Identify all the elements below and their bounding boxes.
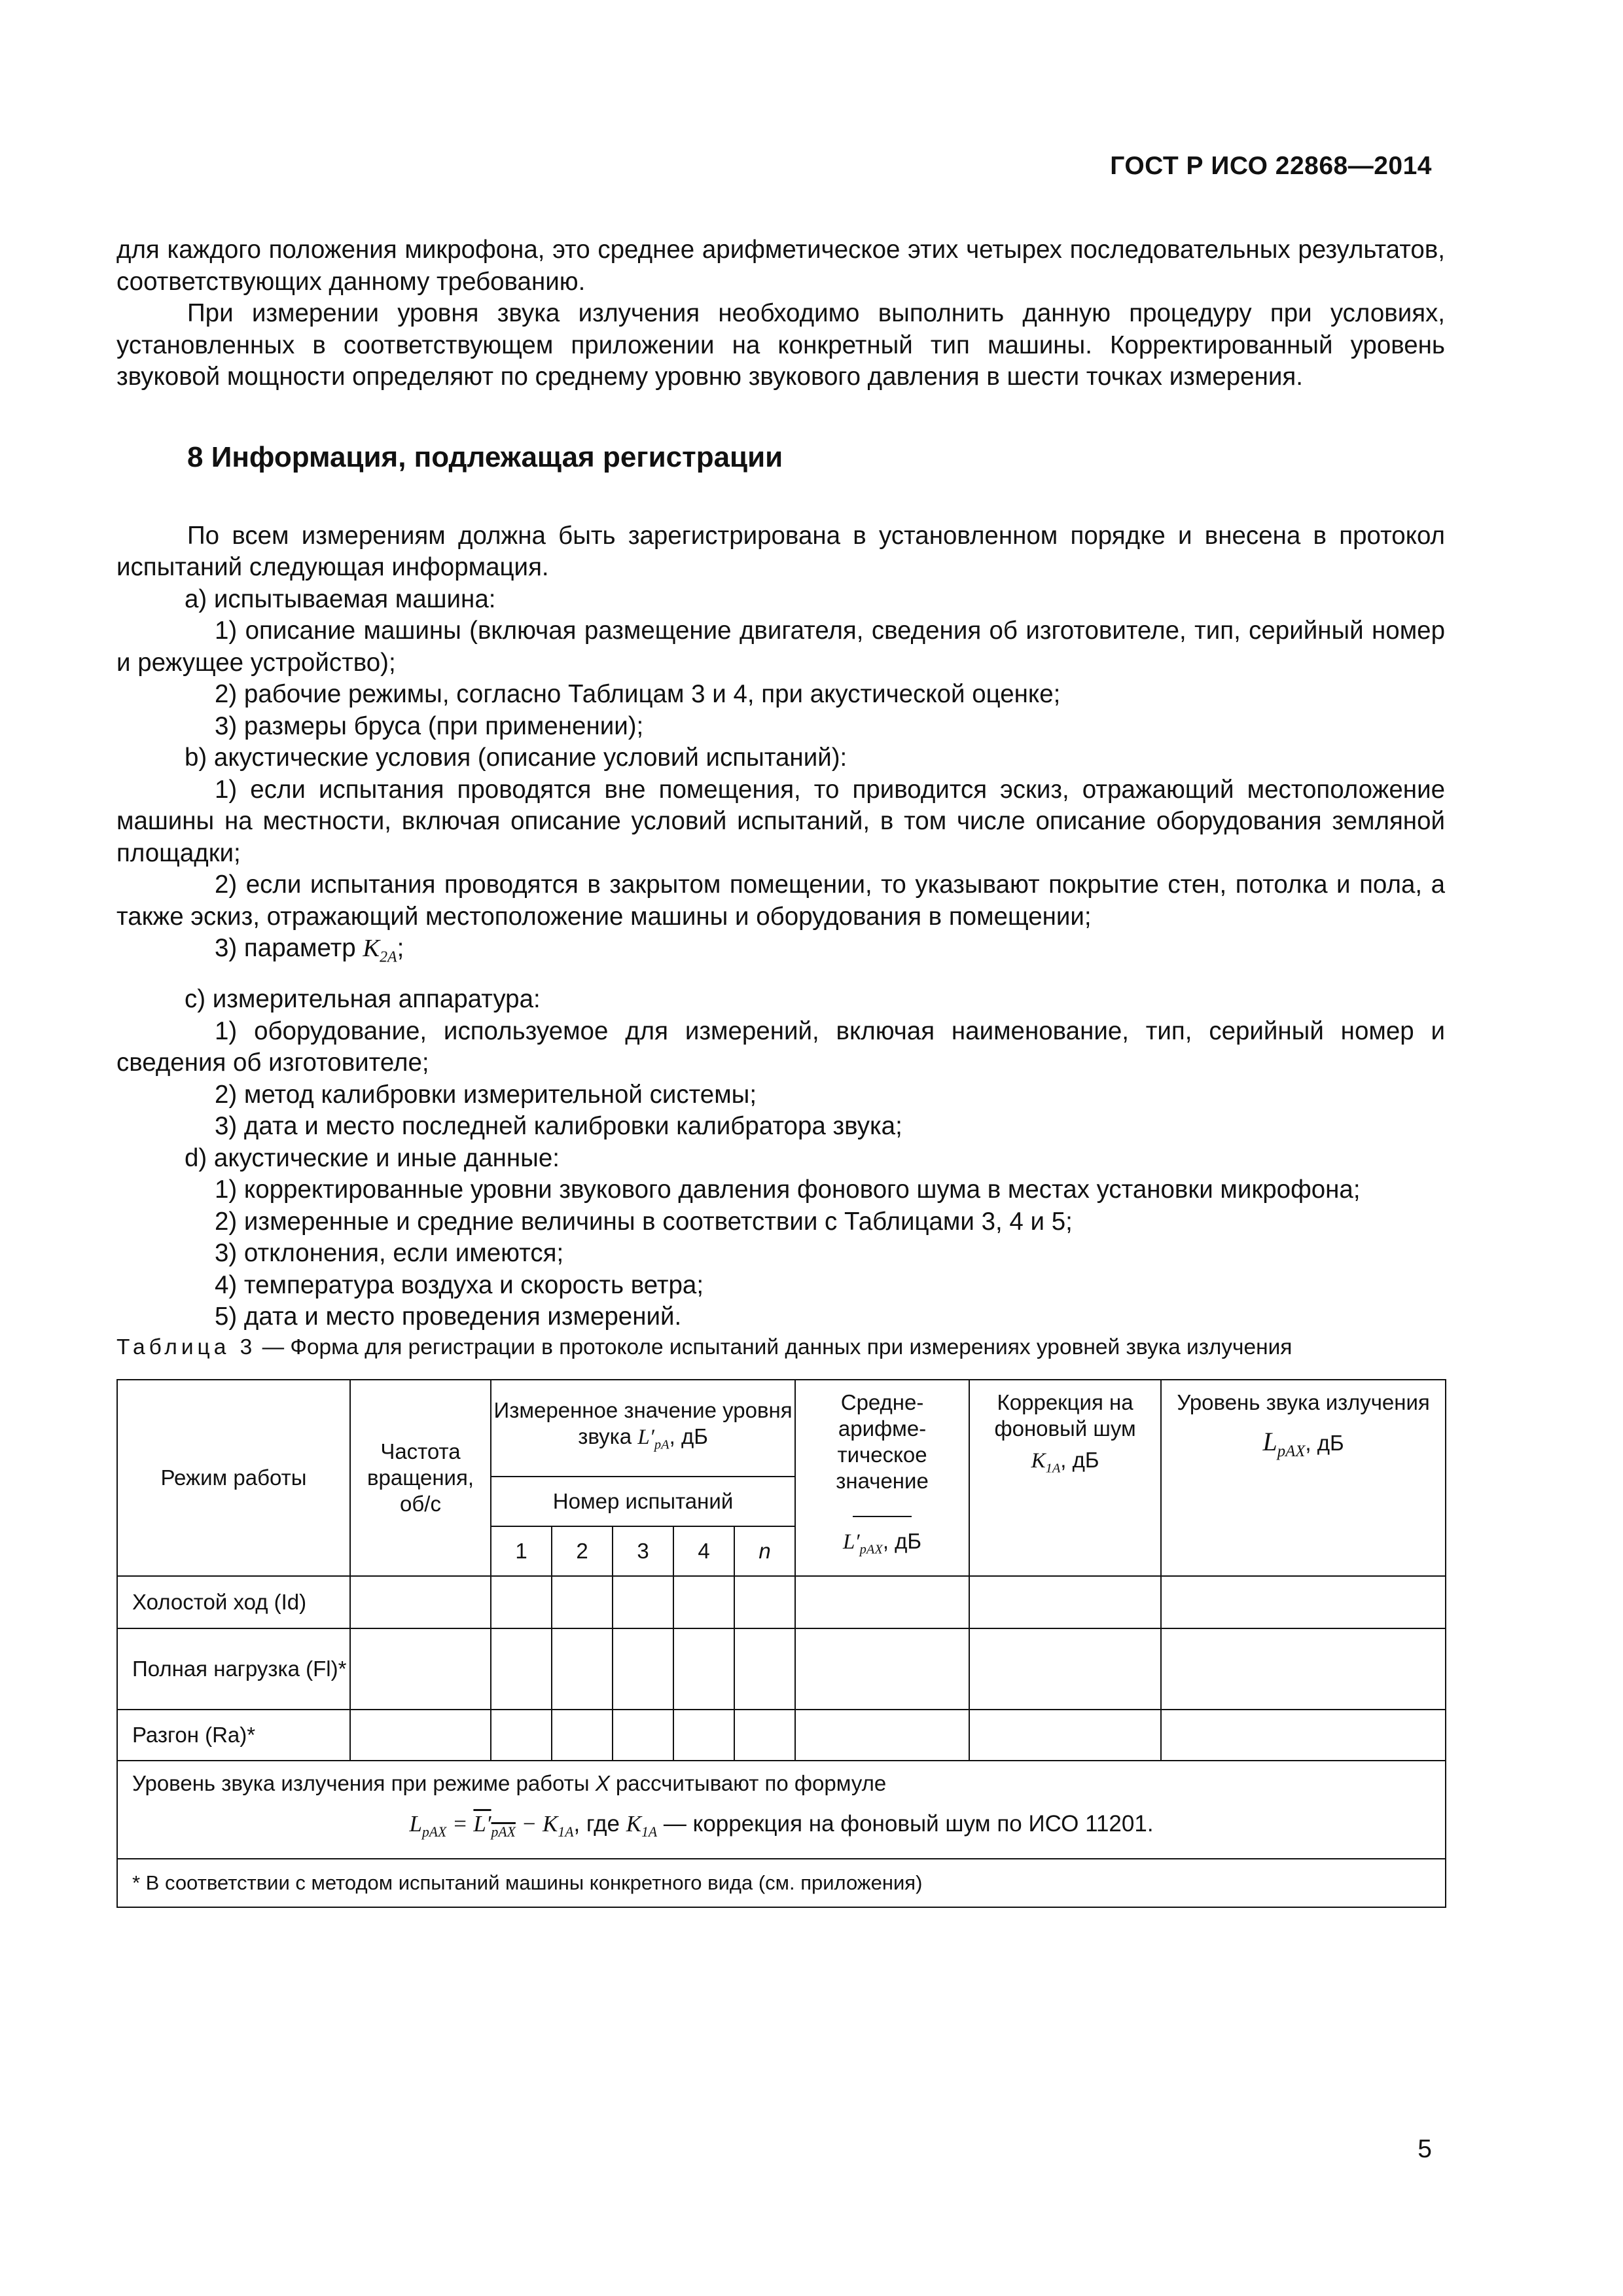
cell (491, 1710, 552, 1761)
item-a-2: 2) рабочие режимы, согласно Таблицам 3 и 4, при акустической оценке; (215, 680, 1061, 708)
table-caption (116, 1333, 1445, 1362)
formula-cell (117, 1761, 1446, 1859)
cell (613, 1576, 673, 1628)
formula-row (117, 1761, 1446, 1859)
item-b-3 (116, 933, 1445, 973)
item-a-3: 3) размеры бруса (при применении); (215, 711, 644, 740)
cell (613, 1710, 673, 1761)
cell (795, 1710, 969, 1761)
item-b-1: 1) если испытания проводятся вне помещения, то приводится эскиз, отражающий местоположение машины на местности, включая описание условий испытаний, в том числе описание оборудования земляной площадки; (116, 775, 1445, 867)
item-c-1: 1) оборудование, используемое для измерений, включая наименование, тип, серийный номер и сведения об изготовителе; (116, 1016, 1445, 1077)
cell (1161, 1710, 1446, 1761)
item-b-3-suffix: ; (397, 934, 404, 962)
item-b-3-prefix: 3) параметр (215, 934, 356, 962)
cell (673, 1576, 734, 1628)
header-speed: Частота вращения, об/с (350, 1380, 491, 1576)
footnote-row (117, 1859, 1446, 1907)
lpa-symbol: $L'_{pA}$ (637, 1426, 669, 1452)
page-number: 5 (1418, 2135, 1432, 2163)
header-mode: Режим работы (117, 1380, 350, 1576)
cell (350, 1710, 491, 1761)
lpax-symbol: $L_{pAX}$ (1262, 1426, 1306, 1460)
row-label-idle: Холостой ход (Id) (117, 1576, 350, 1628)
lpax-mean-symbol: $L'_{pAX}$ (843, 1530, 883, 1557)
item-c-3: 3) дата и место последней калибровки калибратора звука; (215, 1112, 902, 1141)
cell (795, 1628, 969, 1710)
row-label-full-load: Полная нагрузка (Fl)* (117, 1628, 350, 1710)
k2a-symbol: $K_{2A}$ (363, 935, 397, 966)
page-content (116, 234, 1445, 1908)
cell (552, 1576, 613, 1628)
intro-paragraph-1: для каждого положения микрофона, это среднее арифметическое этих четырех последовательных результатов, соответствующих данному требованию. (116, 236, 1445, 296)
table-row (117, 1576, 1446, 1628)
header-mean: Средне- арифме- тическое значение $L'_{pAX}$, дБ (795, 1380, 969, 1576)
cell (350, 1576, 491, 1628)
cell (673, 1628, 734, 1710)
header-test-number: Номер испытаний (491, 1477, 795, 1526)
cell (969, 1628, 1161, 1710)
header-test-n: n (734, 1526, 795, 1576)
table-caption-label: Таблица 3 (116, 1335, 257, 1359)
header-test-4: 4 (673, 1526, 734, 1576)
cell (734, 1628, 795, 1710)
cell (1161, 1576, 1446, 1628)
cell (795, 1576, 969, 1628)
document-code: ГОСТ Р ИСО 22868—2014 (1110, 152, 1432, 180)
item-d-4: 4) температура воздуха и скорость ветра; (215, 1270, 704, 1299)
cell (1161, 1628, 1446, 1710)
item-d-3: 3) отклонения, если имеются; (215, 1239, 564, 1268)
cell (350, 1628, 491, 1710)
cell (491, 1628, 552, 1710)
item-d-1: 1) корректированные уровни звукового давления фонового шума в местах установки микрофона; (215, 1175, 1361, 1204)
section-heading: 8 Информация, подлежащая регистрации (187, 440, 783, 473)
row-label-racing: Разгон (Ra)* (117, 1710, 350, 1761)
item-c-2: 2) метод калибровки измерительной системы; (215, 1080, 757, 1109)
cell (734, 1576, 795, 1628)
item-a-title: a) испытываемая машина: (185, 584, 496, 613)
table-footnote: * В соответствии с методом испытаний машины конкретного вида (см. приложения) (117, 1859, 1446, 1907)
cell (969, 1710, 1161, 1761)
header-test-3: 3 (613, 1526, 673, 1576)
item-d-2: 2) измеренные и средние величины в соответствии с Таблицами 3, 4 и 5; (215, 1207, 1073, 1236)
cell (491, 1576, 552, 1628)
cell (613, 1628, 673, 1710)
header-emission: Уровень звука излучения $L_{pAX}$, дБ (1161, 1380, 1446, 1576)
table-3 (116, 1379, 1446, 1908)
formula: $L_{pAX} = L'_{pAX} - K_{1A}$, где $K_{1A}$ — коррекция на фоновый шум по ИСО 11201. (409, 1810, 1154, 1840)
table-row (117, 1710, 1446, 1761)
table-caption-text: — Форма для регистрации в протоколе испытаний данных при измерениях уровней звука излучения (256, 1335, 1293, 1359)
cell (734, 1710, 795, 1761)
cell (969, 1576, 1161, 1628)
intro-paragraph-2: При измерении уровня звука излучения необходимо выполнить данную процедуру при условиях, установленных в соответствующем приложении на конкретный тип машины. Корректированный уровень звуковой мощности определяют по среднему уровню звукового давления в шести точках измерения. (116, 299, 1445, 391)
formula-intro: Уровень звука излучения при режиме работы X рассчитывают по формуле (132, 1770, 887, 1795)
header-correction: Коррекция на фоновый шум $K_{1A}$, дБ (969, 1380, 1161, 1576)
k1a-symbol: $K_{1A}$ (1031, 1448, 1061, 1476)
cell (552, 1628, 613, 1710)
item-b-title: b) акустические условия (описание условий испытаний): (185, 744, 847, 772)
header-test-2: 2 (552, 1526, 613, 1576)
item-d-5: 5) дата и место проведения измерений. (215, 1302, 682, 1331)
header-test-1: 1 (491, 1526, 552, 1576)
cell (673, 1710, 734, 1761)
item-a-1: 1) описание машины (включая размещение двигателя, сведения об изготовителе, тип, серийный номер и режущее устройство); (116, 617, 1445, 677)
item-c-title: c) измерительная аппаратура: (185, 985, 541, 1014)
header-measured: Измеренное значение уровня звука $L'_{pA}$, дБ (491, 1380, 795, 1477)
cell (552, 1710, 613, 1761)
item-d-title: d) акустические и иные данные: (185, 1143, 560, 1172)
table-row (117, 1628, 1446, 1710)
item-b-2: 2) если испытания проводятся в закрытом помещении, то указывают покрытие стен, потолка и пола, а также эскиз, отражающий местоположение машины и оборудования в помещении; (116, 870, 1445, 931)
section-lead: По всем измерениям должна быть зарегистрирована в установленном порядке и внесена в протокол испытаний следующая информация. (116, 521, 1445, 581)
